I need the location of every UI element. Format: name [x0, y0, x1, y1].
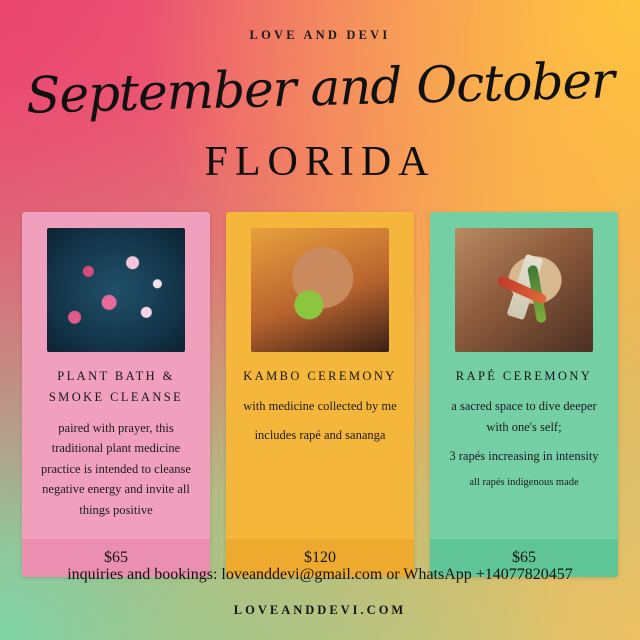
- price-badge: $120: [226, 539, 414, 577]
- website-line: LOVEANDDEVI.COM: [233, 603, 407, 617]
- price-badge: $65: [430, 539, 618, 577]
- contact-line: inquiries and bookings: loveanddevi@gmail.com or WhatsApp +14077820457: [67, 566, 573, 583]
- card-description-line: 3 rapés increasing in intensity: [449, 448, 599, 463]
- rape-applicators-photo: [455, 228, 593, 352]
- card-description-line: paired with prayer, this traditional plant medicine practice is intended to cleanse negative energy and invite all things positive: [41, 420, 191, 517]
- price-badge: $65: [22, 539, 210, 577]
- card-body: [430, 212, 618, 539]
- offering-card-kambo[interactable]: [226, 212, 414, 577]
- card-title: RAPÉ CEREMONY: [455, 369, 593, 383]
- card-description-line: all rapés indigenous made: [469, 477, 579, 489]
- card-description-line: with medicine collected by me: [243, 399, 397, 414]
- card-body: [22, 212, 210, 539]
- offering-card-rape[interactable]: [430, 212, 618, 577]
- location-title: FLORIDA: [204, 139, 436, 185]
- page-title: September and October: [25, 51, 615, 125]
- card-description-line: includes rapé and sananga: [254, 427, 386, 442]
- card-description-line: a sacred space to dive deeper with one's self;: [451, 399, 597, 434]
- card-title: PLANT BATH & SMOKE CLEANSE: [48, 369, 184, 405]
- brand-name: LOVE AND DEVI: [249, 28, 391, 42]
- kambo-frog-photo: [251, 228, 389, 352]
- card-title: KAMBO CEREMONY: [243, 369, 397, 383]
- offering-cards: [22, 212, 618, 577]
- card-body: [226, 212, 414, 539]
- offering-card-plant-bath[interactable]: [22, 212, 210, 577]
- plant-bath-photo: [47, 228, 185, 352]
